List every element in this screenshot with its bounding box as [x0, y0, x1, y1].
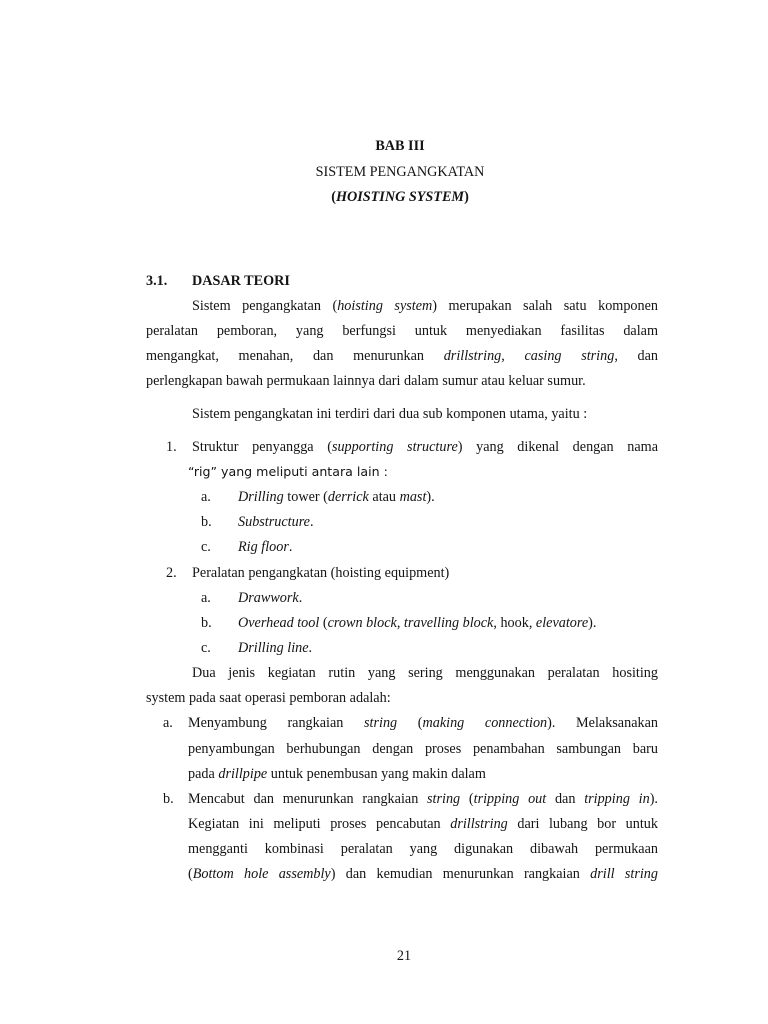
chapter-title: SISTEM PENGANGKATAN [315, 164, 485, 180]
list2-item-a-letter: a. [201, 590, 211, 606]
activity-b-line4: (Bottom hole assembly) dan kemudian menurunkan rangkaian drill string [188, 866, 658, 882]
para3-line2: system pada saat operasi pemboran adalah: [146, 690, 391, 706]
activity-b-line1: Mencabut dan menurunkan rangkaian string (tripping out dan tripping in). [188, 791, 658, 807]
activity-a-letter: a. [163, 715, 173, 731]
list1-number: 1. [166, 439, 177, 455]
para1-line3: mengangkat, menahan, dan menurunkan drillstring, casing string, dan [146, 348, 659, 364]
chapter-label: BAB III [375, 138, 425, 154]
list1-item-a: Drilling tower (derrick atau mast). [238, 489, 435, 505]
list1-item-c-letter: c. [201, 539, 211, 555]
list2-item-c-letter: c. [201, 640, 211, 656]
list2-item-a: Drawwork. [238, 590, 303, 606]
list2-item-b: Overhead tool (crown block, travelling block, hook, elevatore). [238, 615, 597, 631]
activity-b-line2: Kegiatan ini meliputi proses pencabutan drillstring dari lubang bor untuk [188, 816, 658, 832]
para2: Sistem pengangkatan ini terdiri dari dua sub komponen utama, yaitu : [192, 406, 588, 422]
list2-item-b-letter: b. [201, 615, 212, 631]
activity-b-letter: b. [163, 791, 174, 807]
para1-line4: perlengkapan bawah permukaan lainnya dari dalam sumur atau keluar sumur. [146, 373, 586, 389]
list1-line1: Struktur penyangga (supporting structure) yang dikenal dengan nama [192, 439, 658, 455]
para1-line1: Sistem pengangkatan (hoisting system) merupakan salah satu komponen [192, 298, 659, 314]
list1-line2: “rig” yang meliputi antara lain : [188, 464, 388, 479]
activity-b-line3: mengganti kombinasi peralatan yang digunakan dibawah permukaan [188, 841, 658, 857]
list1-item-b: Substructure. [238, 514, 314, 530]
section-heading [146, 272, 658, 290]
section-title: DASAR TEORI [192, 273, 290, 289]
para3-line1: Dua jenis kegiatan rutin yang sering menggunakan peralatan hositing [192, 665, 658, 681]
list1-item-c: Rig floor. [238, 539, 293, 555]
page-number: 21 [396, 948, 412, 964]
chapter-subtitle: (HOISTING SYSTEM) [331, 189, 469, 205]
activity-a-line1: Menyambung rangkaian string (making connection). Melaksanakan [188, 715, 658, 731]
activity-a-line2: penyambungan berhubungan dengan proses penambahan sambungan baru [188, 741, 658, 757]
list2-line1: Peralatan pengangkatan (hoisting equipment) [192, 565, 450, 581]
list2-item-c: Drilling line. [238, 640, 313, 656]
section-number: 3.1. [146, 273, 168, 289]
activity-a-line3: pada drillpipe untuk penembusan yang makin dalam [188, 766, 486, 782]
list1-item-a-letter: a. [201, 489, 211, 505]
list2-number: 2. [166, 565, 177, 581]
para1-line2: peralatan pemboran, yang berfungsi untuk menyediakan fasilitas dalam [146, 323, 658, 339]
list1-item-b-letter: b. [201, 514, 212, 530]
